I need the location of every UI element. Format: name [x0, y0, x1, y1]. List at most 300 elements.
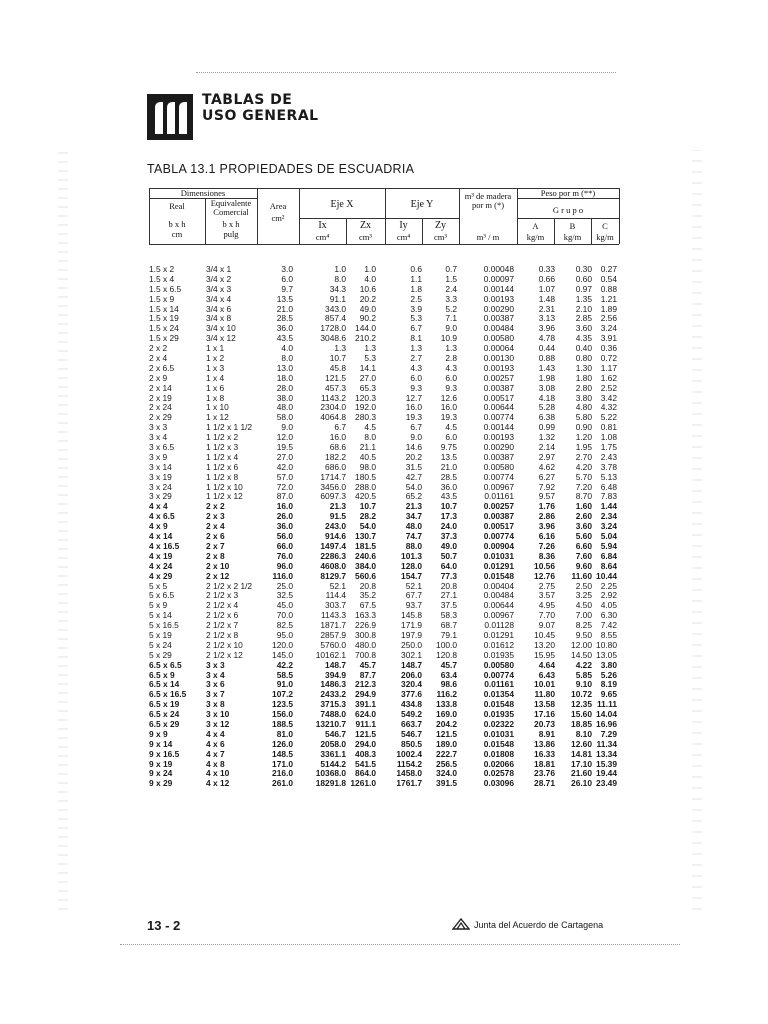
cell-zx: 212.3: [355, 679, 376, 690]
header-line1: TABLAS DE: [202, 92, 293, 108]
cell-peso-c: 3.91: [600, 333, 617, 344]
cell-area: 76.0: [276, 550, 293, 561]
cell-peso-b: 2.50: [575, 580, 592, 591]
cell-m3: 0.01291: [483, 560, 514, 571]
cell-area: 91.0: [276, 679, 293, 690]
cell-zx: 560.6: [355, 570, 376, 581]
cell-peso-a: 6.27: [538, 471, 555, 482]
cell-m3: 0.00387: [483, 451, 514, 462]
cell-area: 148.5: [272, 748, 293, 759]
cell-m3: 0.00404: [483, 580, 514, 591]
col-iy-unit: cm⁴: [396, 232, 411, 242]
cell-area: 216.0: [272, 768, 293, 779]
cell-peso-b: 5.60: [575, 531, 592, 542]
cell-ix: 10368.0: [315, 768, 346, 779]
cell-real: 3 x 6.5: [149, 442, 175, 453]
cell-m3: 0.00257: [483, 501, 514, 512]
cell-zy: 79.1: [440, 629, 457, 640]
cell-peso-c: 15.39: [596, 758, 617, 769]
cell-iy: 42.7: [405, 471, 422, 482]
cell-m3: 0.00774: [483, 471, 514, 482]
table-header: [149, 188, 619, 244]
cell-peso-b: 6.60: [575, 540, 592, 551]
cell-peso-b: 4.35: [575, 333, 592, 344]
col-area-unit: cm²: [271, 213, 285, 223]
col-eje-x: Eje X: [330, 199, 354, 210]
cell-area: 42.2: [276, 659, 293, 670]
cell-equiv: 3/4 x 12: [206, 333, 236, 344]
cell-area: 38.0: [276, 392, 293, 403]
cell-iy: 16.0: [405, 402, 422, 413]
cell-area: 21.0: [276, 303, 293, 314]
cell-peso-a: 0.88: [538, 353, 555, 364]
cell-area: 87.0: [276, 491, 293, 502]
cell-iy: 206.0: [401, 669, 422, 680]
cell-zx: 54.0: [359, 521, 376, 532]
cell-peso-a: 9.57: [538, 491, 555, 502]
cell-peso-c: 5.22: [600, 412, 617, 423]
cell-m3: 0.01548: [483, 570, 514, 581]
cell-peso-a: 6.43: [538, 669, 555, 680]
cell-area: 9.0: [281, 422, 293, 433]
cell-real: 6.5 x 19: [149, 699, 180, 710]
scan-left-margin: [58, 150, 68, 910]
scan-right-margin: [692, 150, 702, 910]
cell-peso-a: 0.66: [538, 273, 555, 284]
cell-equiv: 1 x 8: [206, 392, 225, 403]
cell-peso-b: 3.80: [575, 392, 592, 403]
cell-peso-c: 0.88: [600, 283, 617, 294]
cell-equiv: 2 x 4: [206, 521, 225, 532]
cell-peso-c: 11.11: [596, 699, 617, 710]
cell-iy: 6.7: [410, 323, 422, 334]
cell-zx: 27.0: [359, 372, 376, 383]
cell-peso-a: 7.70: [538, 610, 555, 621]
cell-peso-c: 0.54: [600, 273, 617, 284]
cell-peso-a: 13.20: [534, 639, 555, 650]
cell-equiv: 2 1/2 x 10: [206, 639, 243, 650]
cell-m3: 0.00580: [483, 333, 514, 344]
cell-equiv: 2 1/2 x 7: [206, 620, 239, 631]
cell-equiv: 2 x 8: [206, 550, 225, 561]
cell-peso-c: 1.17: [600, 362, 617, 373]
cell-zx: 700.8: [355, 649, 376, 660]
cell-zx: 90.2: [359, 313, 376, 324]
cell-zy: 121.5: [436, 728, 457, 739]
col-grupo: G r u p o: [552, 205, 584, 215]
cell-area: 95.0: [276, 629, 293, 640]
cell-iy: 19.3: [405, 412, 422, 423]
vrule-11: [619, 188, 620, 244]
cell-m3: 0.00387: [483, 511, 514, 522]
cell-area: 171.0: [272, 758, 293, 769]
cell-real: 9 x 14: [149, 738, 173, 749]
cell-iy: 88.0: [405, 540, 422, 551]
cell-peso-c: 3.24: [600, 323, 617, 334]
cell-ix: 3048.6: [320, 333, 346, 344]
cell-m3: 0.01291: [483, 629, 514, 640]
cell-real: 4 x 9: [149, 521, 168, 532]
cell-zx: 541.5: [355, 758, 376, 769]
cell-peso-c: 8.19: [600, 679, 617, 690]
cell-peso-a: 4.62: [538, 461, 555, 472]
cell-area: 12.0: [276, 432, 293, 443]
cell-equiv: 1 x 2: [206, 353, 225, 364]
col-grupo-b-unit: kg/m: [563, 232, 582, 242]
col-real-unit: cm: [171, 229, 183, 239]
cell-area: 145.0: [272, 649, 293, 660]
cell-peso-b: 9.60: [575, 560, 592, 571]
cell-peso-c: 1.44: [600, 501, 617, 512]
cell-area: 18.0: [276, 372, 293, 383]
cell-real: 4 x 16.5: [149, 540, 180, 551]
cell-equiv: 3 x 3: [206, 659, 225, 670]
cell-area: 70.0: [276, 610, 293, 621]
cell-equiv: 4 x 7: [206, 748, 225, 759]
cell-peso-b: 3.25: [575, 590, 592, 601]
cell-peso-a: 1.48: [538, 293, 555, 304]
cell-peso-a: 2.86: [538, 511, 555, 522]
cell-equiv: 1 x 4: [206, 372, 225, 383]
col-real-sub: b x h: [168, 219, 186, 229]
cell-peso-b: 26.10: [571, 778, 592, 789]
cell-peso-b: 1.20: [575, 432, 592, 443]
cell-peso-a: 3.96: [538, 323, 555, 334]
cell-zy: 37.5: [440, 600, 457, 611]
cell-area: 3.0: [281, 264, 293, 274]
cell-equiv: 3 x 6: [206, 679, 225, 690]
cell-m3: 0.03096: [483, 778, 514, 789]
cell-zy: 21.0: [440, 461, 457, 472]
cell-peso-c: 2.52: [600, 382, 617, 393]
cell-m3: 0.00290: [483, 303, 514, 314]
cell-iy: 9.3: [410, 382, 422, 393]
peso-rule: [517, 198, 619, 199]
tablas-logo-icon: [147, 94, 193, 140]
cell-ix: 6.7: [334, 422, 346, 433]
cell-peso-c: 1.75: [600, 442, 617, 453]
cell-real: 4 x 19: [149, 550, 173, 561]
cell-real: 1.5 x 6.5: [149, 283, 182, 294]
cell-real: 2 x 6.5: [149, 362, 175, 373]
cell-equiv: 3/4 x 2: [206, 273, 232, 284]
cell-peso-b: 8.10: [575, 728, 592, 739]
cell-peso-c: 7.83: [600, 491, 617, 502]
cell-peso-c: 3.24: [600, 521, 617, 532]
cell-m3: 0.00484: [483, 590, 514, 601]
cell-equiv: 2 1/2 x 4: [206, 600, 239, 611]
cell-ix: 3456.0: [320, 481, 346, 492]
cell-peso-c: 16.96: [596, 718, 617, 729]
cell-real: 1.5 x 24: [149, 323, 179, 334]
cell-real: 5 x 29: [149, 649, 172, 660]
cell-zx: 35.2: [359, 590, 376, 601]
cell-peso-c: 23.49: [596, 778, 617, 789]
cell-m3: 0.02578: [483, 768, 514, 779]
cell-zy: 391.5: [436, 778, 457, 789]
cell-area: 42.0: [276, 461, 293, 472]
cell-peso-c: 0.81: [600, 422, 617, 433]
header-bottom-rule: [149, 244, 619, 245]
cell-area: 36.0: [276, 521, 293, 532]
cell-equiv: 3 x 4: [206, 669, 225, 680]
cell-iy: 4.3: [410, 362, 422, 373]
section-header: [202, 92, 319, 124]
cell-zy: 189.0: [436, 738, 457, 749]
cell-iy: 31.5: [405, 461, 422, 472]
cell-ix: 5144.2: [320, 758, 346, 769]
cell-ix: 2286.3: [320, 550, 346, 561]
cell-peso-c: 14.04: [596, 709, 617, 720]
cell-peso-a: 13.58: [534, 699, 555, 710]
cell-m3: 0.00193: [483, 293, 514, 304]
cell-peso-a: 3.08: [538, 382, 555, 393]
cell-peso-a: 8.36: [538, 550, 555, 561]
cell-area: 116.0: [272, 570, 293, 581]
cell-equiv: 4 x 12: [206, 778, 230, 789]
cell-zy: 37.3: [440, 531, 457, 542]
cell-peso-a: 23.76: [534, 768, 555, 779]
cell-equiv: 4 x 4: [206, 728, 225, 739]
col-m3-unit: m³ / m: [476, 232, 500, 242]
cell-peso-b: 8.25: [575, 620, 592, 631]
col-zx-unit: cm³: [359, 232, 372, 242]
cell-ix: 18291.8: [315, 778, 346, 789]
cell-equiv: 3 x 8: [206, 699, 225, 710]
cell-peso-c: 1.21: [600, 293, 617, 304]
cell-ix: 2857.9: [320, 629, 346, 640]
cell-area: 32.5: [276, 590, 293, 601]
cell-peso-b: 3.60: [575, 323, 592, 334]
cell-zx: 391.1: [355, 699, 376, 710]
cell-zy: 0.7: [445, 264, 457, 274]
cell-zy: 6.0: [445, 372, 457, 383]
cell-zy: 68.7: [440, 620, 457, 631]
cell-equiv: 2 x 10: [206, 560, 230, 571]
cell-area: 188.5: [272, 718, 293, 729]
cell-zy: 4.5: [445, 422, 457, 433]
cell-peso-b: 0.30: [575, 264, 592, 274]
cell-zx: 4.5: [364, 422, 376, 433]
cell-m3: 0.02322: [483, 718, 514, 729]
cell-peso-b: 4.80: [575, 402, 592, 413]
cell-peso-c: 1.89: [600, 303, 617, 314]
cell-m3: 0.00644: [483, 402, 514, 413]
cell-iy: 34.7: [405, 511, 422, 522]
cell-m3: 0.00967: [483, 610, 514, 621]
cell-real: 9 x 19: [149, 758, 173, 769]
col-dimensiones: Dimensiones: [180, 188, 226, 198]
cell-zx: 240.6: [355, 550, 376, 561]
cell-zx: 67.5: [359, 600, 376, 611]
cell-real: 5 x 19: [149, 629, 172, 640]
cell-area: 4.0: [281, 343, 293, 354]
cell-peso-c: 2.43: [600, 451, 617, 462]
cell-peso-a: 6.16: [538, 531, 555, 542]
col-m3: m³ de madera por m (*): [464, 191, 512, 210]
cell-real: 3 x 19: [149, 471, 172, 482]
cell-zx: 280.3: [355, 412, 376, 423]
cell-zy: 19.3: [440, 412, 457, 423]
cell-real: 5 x 6.5: [149, 590, 175, 601]
cell-area: 82.5: [276, 620, 293, 631]
cell-peso-b: 18.85: [571, 718, 592, 729]
cell-zy: 58.3: [440, 610, 457, 621]
col-equiv-sub: b x h: [222, 219, 240, 229]
cell-zx: 10.7: [359, 501, 376, 512]
cell-zx: 1261.0: [350, 778, 376, 789]
cell-peso-b: 0.80: [575, 353, 592, 364]
cell-real: 5 x 5: [149, 580, 168, 591]
cell-iy: 377.6: [401, 689, 422, 700]
cell-ix: 182.2: [325, 451, 346, 462]
cell-zy: 10.7: [440, 501, 457, 512]
col-area: Area: [269, 201, 287, 211]
col-ix: Ix: [318, 220, 327, 231]
cell-ix: 914.6: [325, 531, 346, 542]
col-grupo-a: A: [532, 221, 539, 231]
cell-peso-b: 9.10: [575, 679, 592, 690]
cell-zy: 2.4: [445, 283, 457, 294]
cell-ix: 45.8: [329, 362, 346, 373]
cell-peso-b: 4.20: [575, 461, 592, 472]
cell-m3: 0.01031: [483, 728, 514, 739]
cell-peso-a: 4.18: [538, 392, 555, 403]
cell-zy: 4.3: [445, 362, 457, 373]
cell-iy: 14.6: [405, 442, 422, 453]
cell-equiv: 4 x 6: [206, 738, 225, 749]
cell-peso-c: 8.64: [600, 560, 617, 571]
cell-real: 5 x 9: [149, 600, 168, 611]
cell-zy: 120.8: [436, 649, 457, 660]
cell-iy: 9.0: [410, 432, 422, 443]
cell-iy: 434.8: [401, 699, 422, 710]
cell-ix: 2304.0: [320, 402, 346, 413]
cell-peso-a: 5.28: [538, 402, 555, 413]
cell-peso-b: 5.85: [575, 669, 592, 680]
cell-peso-b: 0.90: [575, 422, 592, 433]
cell-zy: 13.5: [440, 451, 457, 462]
cell-equiv: 3 x 10: [206, 709, 230, 720]
cell-peso-a: 8.91: [538, 728, 555, 739]
cell-iy: 546.7: [401, 728, 422, 739]
cell-zy: 20.8: [440, 580, 457, 591]
cell-iy: 197.9: [401, 629, 422, 640]
cell-ix: 2058.0: [320, 738, 346, 749]
cell-m3: 0.00387: [483, 313, 514, 324]
cell-real: 6.5 x 6.5: [149, 659, 182, 670]
cell-zy: 169.0: [436, 709, 457, 720]
cell-zx: 65.3: [359, 382, 376, 393]
cell-peso-b: 1.35: [575, 293, 592, 304]
cell-area: 27.0: [276, 451, 293, 462]
cell-zy: 17.3: [440, 511, 457, 522]
cell-peso-a: 0.44: [538, 343, 555, 354]
cell-area: 45.0: [276, 600, 293, 611]
cell-iy: 1.3: [410, 343, 422, 354]
cell-iy: 1.1: [410, 273, 422, 284]
cell-real: 6.5 x 9: [149, 669, 175, 680]
cell-peso-c: 3.80: [600, 659, 617, 670]
cell-m3: 0.01612: [483, 639, 514, 650]
cell-m3: 0.01128: [484, 620, 514, 631]
cell-ix: 1.0: [334, 264, 346, 274]
cell-zx: 45.7: [359, 659, 376, 670]
cell-m3: 0.00774: [483, 412, 514, 423]
cell-iy: 154.7: [401, 570, 422, 581]
col-eje-y: Eje Y: [410, 199, 434, 210]
cell-ix: 7488.0: [320, 709, 346, 720]
cell-peso-a: 4.95: [538, 600, 555, 611]
cell-peso-b: 1.30: [575, 362, 592, 373]
cell-equiv: 1 1/2 x 6: [206, 461, 239, 472]
cell-zy: 9.3: [445, 382, 457, 393]
cell-iy: 302.1: [401, 649, 422, 660]
cell-area: 9.7: [281, 283, 293, 294]
cell-iy: 52.1: [405, 580, 422, 591]
cell-area: 28.0: [276, 382, 293, 393]
cell-zy: 45.7: [440, 659, 457, 670]
cell-peso-c: 7.29: [600, 728, 617, 739]
cell-zx: 180.5: [355, 471, 376, 482]
ejex-rule: [299, 218, 385, 219]
cell-equiv: 1 1/2 x 10: [206, 481, 243, 492]
cell-peso-a: 4.64: [538, 659, 555, 670]
cell-equiv: 2 1/2 x 2 1/2: [206, 580, 253, 591]
cell-ix: 6097.3: [320, 491, 346, 502]
cell-iy: 20.2: [405, 451, 422, 462]
cell-peso-c: 3.78: [600, 461, 617, 472]
cell-peso-c: 1.62: [600, 372, 617, 383]
cell-equiv: 3 x 7: [206, 689, 225, 700]
cell-zy: 28.5: [440, 471, 457, 482]
cell-equiv: 3/4 x 4: [206, 293, 232, 304]
cell-zy: 50.7: [440, 550, 457, 561]
cell-ix: 1714.7: [320, 471, 346, 482]
cell-area: 72.0: [276, 481, 293, 492]
cell-peso-c: 2.56: [600, 313, 617, 324]
cell-peso-b: 14.81: [571, 748, 592, 759]
cell-ix: 91.5: [329, 511, 346, 522]
cell-real: 3 x 4: [149, 432, 168, 443]
cell-m3: 0.01548: [483, 738, 514, 749]
cell-peso-c: 4.05: [600, 600, 617, 611]
cell-peso-a: 16.33: [534, 748, 555, 759]
col-zx: Zx: [359, 220, 372, 231]
cell-zx: 408.3: [355, 748, 376, 759]
cell-iy: 0.6: [410, 264, 422, 274]
cell-m3: 0.02066: [483, 758, 514, 769]
cell-ix: 10162.1: [315, 649, 346, 660]
cell-peso-b: 0.97: [575, 283, 592, 294]
cell-zx: 20.2: [359, 293, 376, 304]
cell-zx: 130.7: [355, 531, 376, 542]
cell-peso-b: 12.60: [571, 738, 592, 749]
col-grupo-c-unit: kg/m: [596, 232, 614, 242]
cell-peso-b: 4.50: [575, 600, 592, 611]
cell-area: 16.0: [276, 501, 293, 512]
cell-peso-a: 10.01: [534, 679, 555, 690]
cell-zy: 5.2: [445, 303, 457, 314]
cell-zy: 3.3: [445, 293, 457, 304]
cell-real: 1.5 x 9: [149, 293, 175, 304]
cell-peso-c: 0.36: [600, 343, 617, 354]
cell-m3: 0.00257: [483, 372, 514, 383]
cell-ix: 1871.7: [320, 620, 346, 631]
cell-zx: 288.0: [355, 481, 376, 492]
cell-peso-c: 1.08: [600, 432, 617, 443]
cell-m3: 0.01354: [483, 689, 514, 700]
